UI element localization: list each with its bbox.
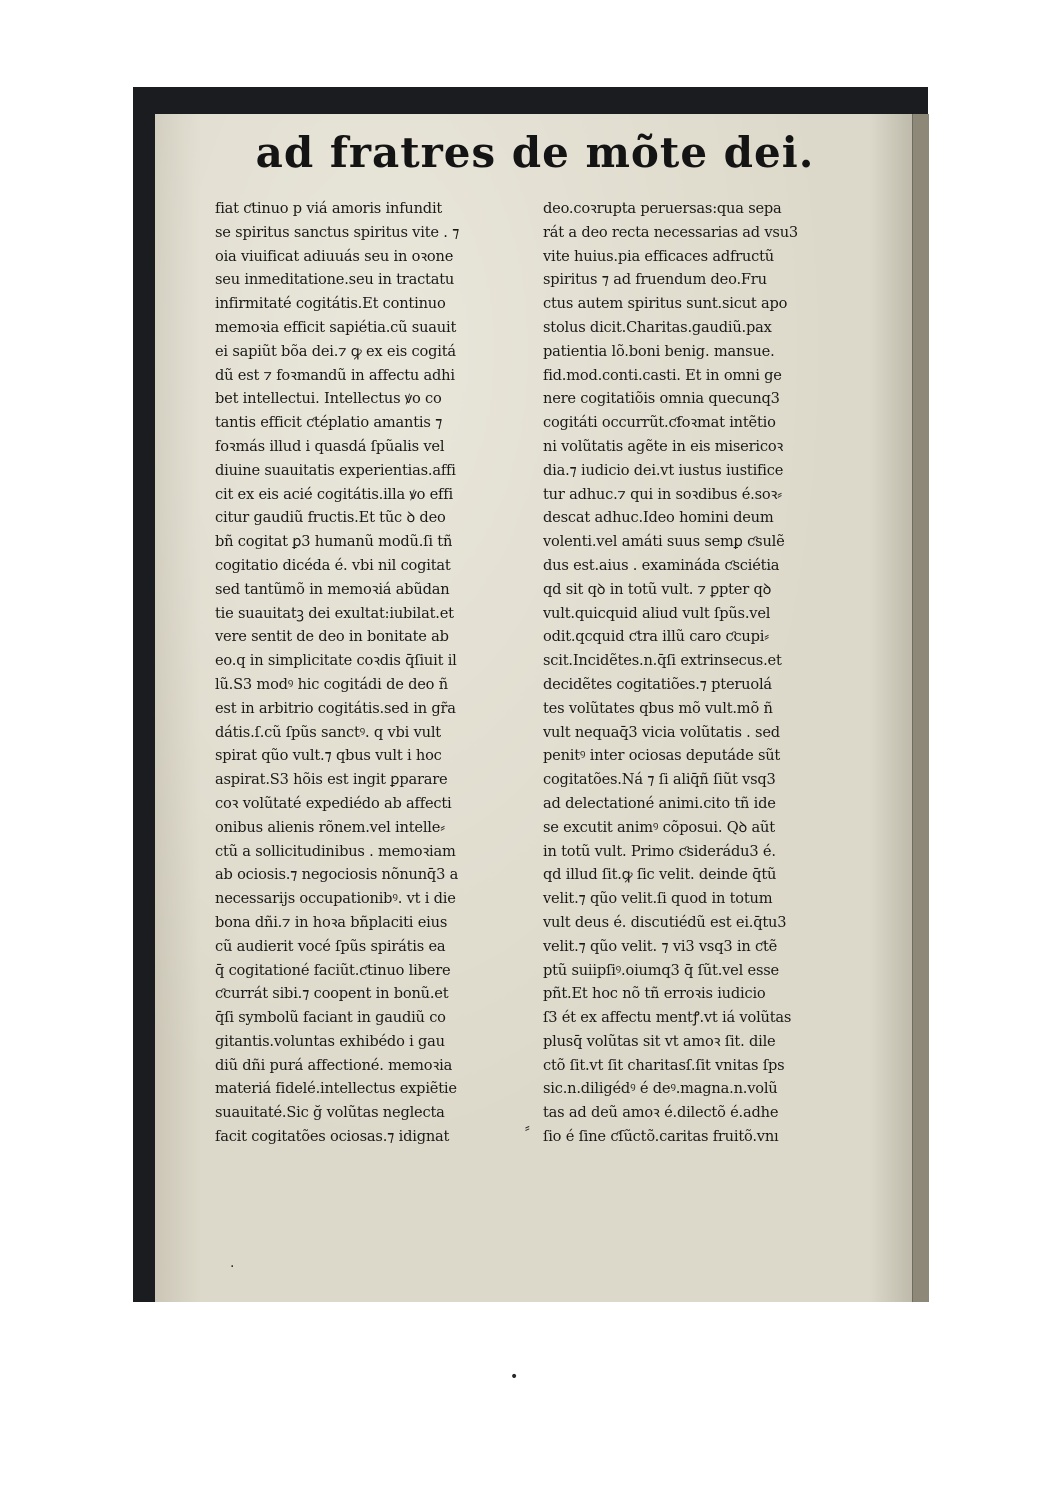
- text-line: cogitatões.Ná ⁊ ſi aliq̄ñ ſiũt vsq3: [543, 771, 776, 789]
- text-line: vult deus é. discutiédũ est ei.q̄tu3: [543, 913, 787, 931]
- text-line: ctũ a sollicitudinibus . memoꝛiam: [215, 842, 456, 860]
- text-line: ƈcurrát sibi.⁊ coopent in bonũ.et: [215, 985, 449, 1003]
- text-line: suauitaté.Sic ğ volũtas neglecta: [215, 1104, 445, 1122]
- text-line: facit cogitatões ociosas.⁊ idignat: [215, 1128, 450, 1146]
- text-line: plusq̄ volũtas sit vt amoꝛ ſit. dile: [543, 1032, 776, 1050]
- text-line: fiat ƈtinuo p viá amoris infundit: [215, 200, 443, 217]
- text-line: bet intellectui. Intellectus ꝟo co: [215, 390, 442, 408]
- text-line: gitantis.voluntas exhibédo i gau: [215, 1032, 445, 1050]
- text-line: qd sit qꝺ in totũ vult. ⁊ ꝑpter qꝺ: [543, 580, 772, 598]
- page-edge: [912, 114, 929, 1302]
- text-line: cogitáti occurrũt.ƈfoꝛmat intẽtio: [543, 414, 776, 432]
- text-line: deo.coꝛrupta peruersas:qua sepa: [543, 200, 782, 217]
- text-line: q̄ſi symbolũ faciant in gaudiũ co: [215, 1009, 446, 1027]
- running-head: ad fratres de mõte dei.: [255, 128, 815, 177]
- text-line: dus est.aius . examináda ƈsciétia: [543, 556, 780, 574]
- text-line: ni volũtatis agẽte in eis misericoꝛ: [543, 437, 784, 455]
- book-page: [155, 114, 915, 1385]
- text-line: infirmitaté cogitátis.Et continuo: [215, 295, 446, 313]
- text-line: tes volũtates qbus mõ vult.mõ ñ: [543, 699, 773, 717]
- text-line: stolus dicit.Charitas.gaudiũ.pax: [543, 318, 772, 336]
- text-line: penitꝰ inter ociosas deputáde sũt: [543, 747, 781, 765]
- catchword-mark: ⸗: [525, 1120, 530, 1136]
- text-line: scit.Incidẽtes.n.q̄ſi extrinsecus.et: [543, 652, 782, 670]
- text-line: memoꝛia efficit sapiétia.cũ suauit: [215, 318, 457, 336]
- text-line: ctõ ſit.vt ſit charitasſ.ſit vnitas ſps: [543, 1056, 785, 1074]
- signature-dot: •: [510, 1369, 519, 1385]
- scan-background: [133, 87, 928, 1385]
- text-line: dia.⁊ iudicio dei.vt iustus iustifice: [543, 461, 784, 479]
- text-line: vult nequaq̄3 vicia volũtatis . sed: [543, 723, 780, 741]
- text-line: coꝛ volũtaté expediédo ab affecti: [215, 794, 452, 812]
- text-line: sic.n.diligédꝰ é deꝰ.magna.n.volũ: [543, 1080, 778, 1098]
- text-line: nere cogitatiõis omnia quecunq3: [543, 390, 780, 408]
- text-line: cũ audierit vocé ſpũs spirátis ea: [215, 937, 446, 955]
- text-line: rát a deo recta necessarias ad vsu3: [543, 223, 799, 241]
- text-line: se excutit animꝰ cõposui. Qꝺ aũt: [543, 818, 775, 836]
- text-line: ad delectationé animi.cito tñ ide: [543, 794, 776, 812]
- text-line: diuine suauitatis experientias.affi: [215, 461, 456, 479]
- text-line: bñ cogitat ꝑ3 humanũ modũ.ſi tñ: [215, 533, 453, 551]
- text-line: odit.qcquid ƈtra illũ caro ƈcupi⸗: [543, 628, 769, 646]
- text-line: cit ex eis acié cogitátis.illa ꝟo effi: [215, 485, 453, 503]
- text-line: tantis efficit ƈtéplatio amantis ⁊: [215, 414, 443, 432]
- text-line: q̄ cogitationé faciũt.ƈtinuo libere: [215, 961, 451, 979]
- printer-mark: ·: [230, 1259, 235, 1275]
- text-line: pñt.Et hoc nõ tñ erroꝛis iudicio: [543, 985, 766, 1003]
- text-line: patientia lõ.boni benig. mansue.: [543, 342, 775, 360]
- text-line: qd illud ſit.ꝙ ſic velit. deinde q̄tũ: [543, 866, 777, 884]
- text-line: tas ad deũ amoꝛ é.dilectõ é.adhe: [543, 1104, 779, 1122]
- text-line: volenti.vel amáti suus semꝑ ƈsulẽ: [543, 533, 785, 551]
- text-line: aspirat.S3 hõis est ingit ꝑparare: [215, 771, 448, 789]
- text-line: oia viuificat adiuuás seu in oꝛone: [215, 247, 454, 265]
- text-line: velit.⁊ qũo velit.ſi quod in totum: [543, 890, 773, 908]
- text-line: dũ est ⁊ foꝛmandũ in affectu adhi: [215, 366, 455, 384]
- text-line: sed tantũmõ in memoꝛiá abũdan: [215, 580, 450, 598]
- text-line: est in arbitrio cogitátis.sed in gr̃a: [215, 699, 456, 717]
- text-line: ab ociosis.⁊ negociosis nõnunq̄3 a: [215, 866, 459, 884]
- text-line: bona dñi.⁊ in hoꝛa bñplaciti eius: [215, 913, 448, 931]
- text-line: seu inmeditatione.seu in tractatu: [215, 271, 455, 289]
- text-line: fid.mod.conti.casti. Et in omni ge: [543, 366, 782, 384]
- text-line: spirat qũo vult.⁊ qbus vult i hoc: [215, 747, 442, 765]
- text-line: foꝛmás illud i quasdá ſpũalis vel: [215, 437, 445, 455]
- text-line: dátis.ſ.cũ ſpũs sanctꝰ. q vbi vult: [215, 723, 441, 741]
- right-column: [543, 197, 868, 1149]
- text-line: lũ.S3 modꝰ hic cogitádi de deo ñ: [215, 675, 448, 693]
- text-line: vere sentit de deo in bonitate ab: [215, 628, 449, 646]
- text-line: ſio é ſine ƈſũctõ.caritas fruitõ.vnı: [543, 1128, 779, 1146]
- text-line: cogitatio dicéda é. vbi nil cogitat: [215, 556, 451, 574]
- text-line: citur gaudiũ fructis.Et tũc ꝺ deo: [215, 509, 446, 527]
- text-line: materiá fidelé.intellectus expiẽtie: [215, 1080, 457, 1098]
- text-line: necessarijs occupationibꝰ. vt i die: [215, 890, 456, 908]
- text-line: onibus alienis rõnem.vel intelle⸗: [215, 818, 445, 836]
- text-line: ei sapiũt bõa dei.⁊ ꝙ ex eis cogitá: [215, 342, 456, 360]
- text-line: vite huius.pia efficaces adfructũ: [543, 247, 774, 265]
- text-line: velit.⁊ qũo velit. ⁊ vi3 vsq3 in ƈtẽ: [543, 937, 778, 955]
- text-line: eo.q in simplicitate coꝛdis q̄ſiuit il: [215, 652, 457, 670]
- text-line: ctus autem spiritus sunt.sicut apo: [543, 295, 788, 313]
- text-line: in totũ vult. Primo ƈsiderádu3 é.: [543, 842, 776, 860]
- text-line: tur adhuc.⁊ qui in soꝛdibus é.soꝛ⸗: [543, 485, 782, 503]
- text-line: vult.quicquid aliud vult ſpũs.vel: [543, 604, 771, 622]
- text-line: spiritus ⁊ ad fruendum deo.Fru: [543, 271, 767, 289]
- left-column: [215, 197, 540, 1149]
- text-line: tie suauitatꝫ dei exultat:iubilat.et: [215, 604, 454, 622]
- text-line: decidẽtes cogitatiões.⁊ pteruolá: [543, 675, 772, 693]
- text-line: ſ3 ét ex affectu mentꝭ.vt iá volũtas: [543, 1009, 792, 1027]
- text-line: se spiritus sanctus spiritus vite . ⁊: [215, 223, 460, 241]
- text-line: descat adhuc.Ideo homini deum: [543, 509, 774, 527]
- text-line: ptũ suiipſiꝰ.oiumq3 q̄ ſũt.vel esse: [543, 961, 779, 979]
- text-line: diũ dñi purá affectioné. memoꝛia: [215, 1056, 453, 1074]
